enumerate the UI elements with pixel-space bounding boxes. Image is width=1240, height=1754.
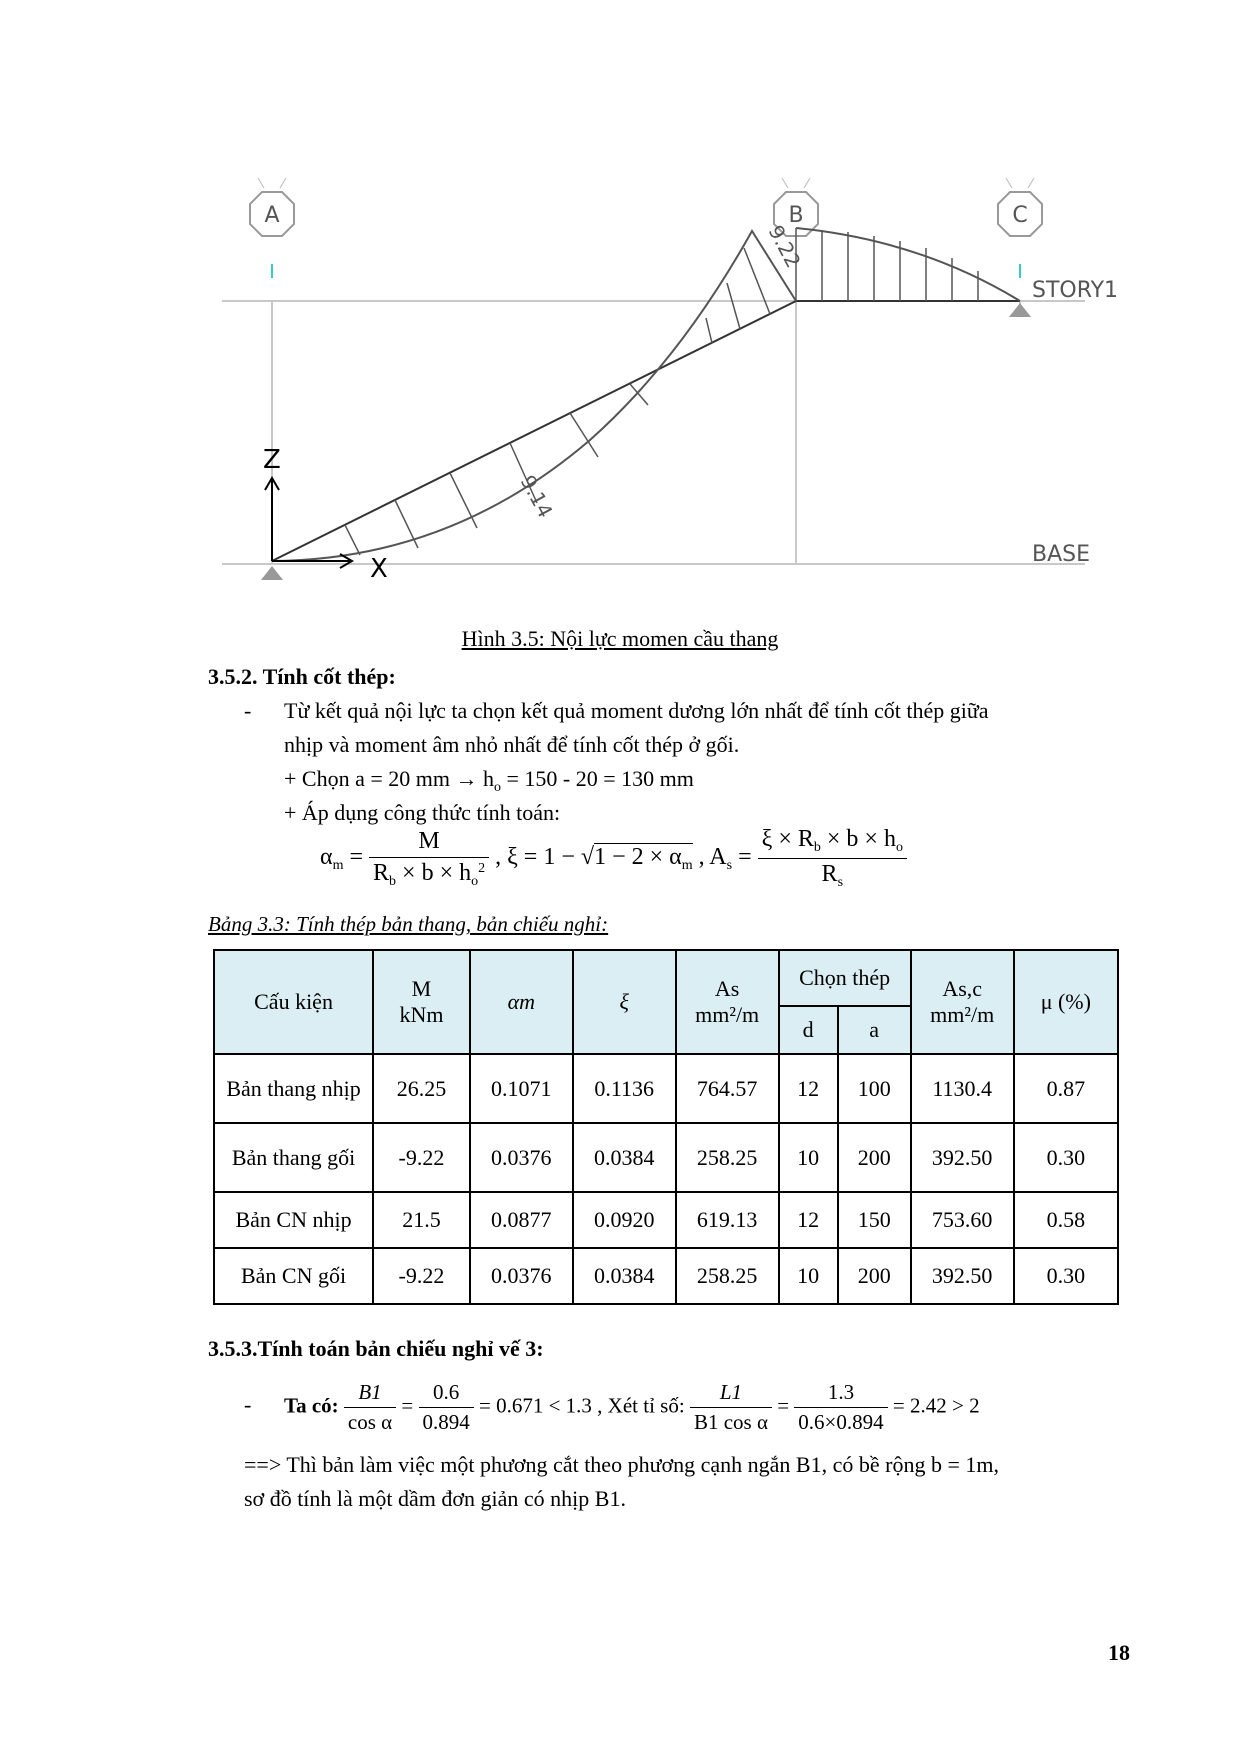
header-as: As mm²/m (676, 950, 779, 1054)
bullet-dash: - (244, 698, 252, 723)
story-label: STORY1 (1032, 278, 1119, 303)
header-mu: μ (%) (1014, 950, 1118, 1054)
table-cell: 12 (779, 1054, 838, 1123)
grid-bubble-c (998, 178, 1042, 278)
axis-indicator (265, 478, 352, 568)
table-cell: 26.25 (373, 1054, 470, 1123)
table-cell: 12 (779, 1192, 838, 1248)
choose-a-line: + Chọn a = 20 mm → $h_o = 150 - 20 = 130$ mm (284, 766, 694, 795)
table-cell: 1130.4 (911, 1054, 1014, 1123)
table-cell: 200 (838, 1248, 911, 1304)
header-asc: As,c mm²/m (911, 950, 1014, 1054)
table-cell: 392.50 (911, 1123, 1014, 1192)
table-cell: 0.0384 (573, 1248, 676, 1304)
header-xi: ξ (573, 950, 676, 1054)
table-cell: 0.30 (1014, 1248, 1118, 1304)
table-cell: 0.1071 (470, 1054, 573, 1123)
section-352-heading: 3.5.2. Tính cốt thép: (208, 664, 396, 689)
header-m: M kNm (373, 950, 470, 1054)
table-cell: 258.25 (676, 1248, 779, 1304)
table-cell: 753.60 (911, 1192, 1014, 1248)
table-cell: -9.22 (373, 1123, 470, 1192)
table-cell: 150 (838, 1192, 911, 1248)
cell-name: Bản CN nhịp (214, 1192, 373, 1248)
steel-calculation-table (213, 949, 1119, 1305)
table-row (214, 1123, 1118, 1192)
table-cell: 10 (779, 1248, 838, 1304)
para-line-1: Từ kết quả nội lực ta chọn kết quả moment dương lớn nhất để tính cốt thép giữa (284, 698, 989, 723)
apply-formula-line: + Áp dụng công thức tính toán: (284, 800, 561, 825)
axis-x-label: X (370, 554, 388, 584)
bullet-dash-2: - (244, 1392, 252, 1417)
table-cell: 200 (838, 1123, 911, 1192)
header-a: a (838, 1006, 911, 1054)
header-d: d (779, 1006, 838, 1054)
table-cell: 0.0384 (573, 1123, 676, 1192)
axis-z-label: Z (263, 445, 281, 475)
table-cell: 0.0920 (573, 1192, 676, 1248)
header-component: Cấu kiện (214, 950, 373, 1054)
moment-hatch-landing (822, 230, 978, 301)
stair-slab-line (272, 301, 796, 561)
table-cell: 0.0376 (470, 1123, 573, 1192)
table-cell: 100 (838, 1054, 911, 1123)
table-cell: 392.50 (911, 1248, 1014, 1304)
table-cell: 0.1136 (573, 1054, 676, 1123)
table-cell: 764.57 (676, 1054, 779, 1123)
moment-value-support: 9.22 (763, 221, 806, 272)
table-cell: 21.5 (373, 1192, 470, 1248)
moment-diagram (0, 0, 1240, 600)
table-cell: 0.30 (1014, 1123, 1118, 1192)
formula-block: $\alpha_m$ = $\frac{M}{R_b \times b \times h_o^2}$ , $\xi = 1 - √1 - 2 \times \alpha_m$ , $A_s$ = $\frac{\xi \times R_b \times b \times h_o}{R_s}$ (320, 826, 907, 891)
table-cell: 10 (779, 1123, 838, 1192)
table-cell: 0.0376 (470, 1248, 573, 1304)
cell-name: Bản thang nhịp (214, 1054, 373, 1123)
header-alpha: αm (470, 950, 573, 1054)
table-cell: 0.0877 (470, 1192, 573, 1248)
grid-label-a: A (264, 203, 280, 228)
table-cell: 0.87 (1014, 1054, 1118, 1123)
moment-curve-landing (796, 228, 1020, 301)
header-choose-steel: Chọn thép (779, 950, 911, 1006)
table-caption: Bảng 3.3: Tính thép bản thang, bản chiếu nghỉ: (208, 912, 609, 936)
figure-caption: Hình 3.5: Nội lực momen cầu thang (461, 626, 779, 651)
support-left (261, 566, 283, 580)
base-label: BASE (1032, 542, 1091, 567)
table-row (214, 1192, 1118, 1248)
table-row (214, 1054, 1118, 1123)
conclusion-line-1: ==> Thì bản làm việc một phương cắt theo phương cạnh ngắn B1, có bề rộng b = 1m, (244, 1452, 999, 1477)
ratio-line: Ta có: $\frac{B1}{\text{cos α}}$ = $\frac{0.6}{0.894}$ = 0.671 < 1.3 , Xét tỉ số: $\frac{L1}{\text{B1 cos α}}$ = $\frac{1.3}{0.6\times 0.894}$ = 2.42 > 2 (284, 1380, 980, 1434)
table-row (214, 1248, 1118, 1304)
section-353-heading: 3.5.3.Tính toán bản chiếu nghỉ vế 3: (208, 1336, 544, 1361)
cell-name: Bản CN gối (214, 1248, 373, 1304)
table-cell: 258.25 (676, 1123, 779, 1192)
para-line-2: nhịp và moment âm nhỏ nhất để tính cốt thép ở gối. (284, 732, 740, 757)
grid-label-b: B (788, 203, 804, 228)
table-cell: 619.13 (676, 1192, 779, 1248)
table-cell: 0.58 (1014, 1192, 1118, 1248)
conclusion-line-2: sơ đồ tính là một dầm đơn giản có nhịp B1. (244, 1486, 626, 1511)
grid-label-c: C (1012, 203, 1028, 228)
grid-bubble-a (250, 178, 294, 278)
page-number: 18 (1108, 1640, 1130, 1665)
support-right (1009, 303, 1031, 317)
cell-name: Bản thang gối (214, 1123, 373, 1192)
table-cell: -9.22 (373, 1248, 470, 1304)
moment-value-span: 9.14 (515, 471, 558, 522)
